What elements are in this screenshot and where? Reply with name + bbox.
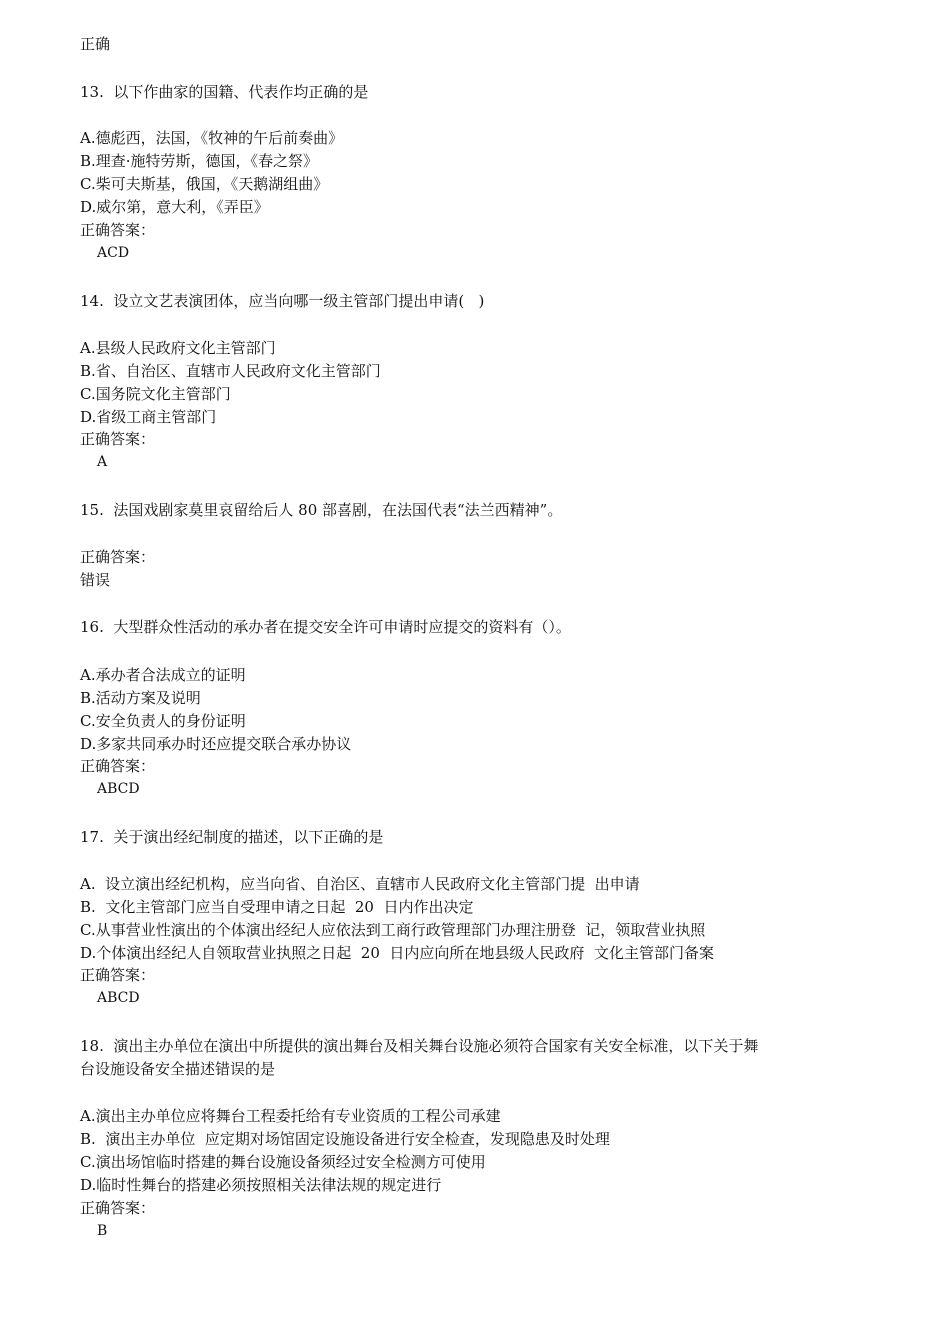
- option: A.承办者合法成立的证明: [80, 666, 246, 684]
- question-stem: 15. 法国戏剧家莫里哀留给后人 80 部喜剧，在法国代表“法兰西精神”。: [80, 501, 563, 519]
- answer-value: ABCD: [97, 781, 140, 797]
- option: C.演出场馆临时搭建的舞台设施设备须经过安全检测方可使用: [80, 1153, 486, 1171]
- option: D.临时性舞台的搭建必须按照相关法律法规的规定进行: [80, 1176, 442, 1194]
- option: D.省级工商主管部门: [80, 408, 217, 426]
- option: B. 文化主管部门应当自受理申请之日起 20 日内作出决定: [80, 898, 474, 916]
- answer-label: 正确答案：: [80, 221, 156, 239]
- option: C.从事营业性演出的个体演出经纪人应依法到工商行政管理部门办理注册登 记，领取营业执照: [80, 921, 706, 939]
- option: B.省、自治区、直辖市人民政府文化主管部门: [80, 362, 381, 380]
- option: B.理查·施特劳斯，德国，《春之祭》: [80, 152, 319, 170]
- answer-value: ABCD: [97, 990, 140, 1006]
- option: A.演出主办单位应将舞台工程委托给有专业资质的工程公司承建: [80, 1107, 501, 1125]
- answer-value: B: [97, 1223, 108, 1239]
- option: D.威尔第，意大利，《弄臣》: [80, 198, 269, 216]
- answer-label: 正确答案：: [80, 1199, 156, 1217]
- answer-value: 错误: [80, 571, 111, 589]
- question-stem-line2: 台设施设备安全描述错误的是: [80, 1060, 276, 1078]
- option: C.柴可夫斯基，俄国，《天鹅湖组曲》: [80, 175, 329, 193]
- option: B.活动方案及说明: [80, 689, 201, 707]
- answer-label: 正确答案：: [80, 966, 156, 984]
- lead-answer: 正确: [80, 35, 111, 53]
- option: A. 设立演出经纪机构，应当向省、自治区、直辖市人民政府文化主管部门提 出申请: [80, 875, 640, 893]
- question-stem-line1: 18. 演出主办单位在演出中所提供的演出舞台及相关舞台设施必须符合国家有关安全标准，以下关于舞: [80, 1037, 759, 1055]
- answer-label: 正确答案：: [80, 757, 156, 775]
- answer-label: 正确答案：: [80, 548, 156, 566]
- answer-label: 正确答案：: [80, 430, 156, 448]
- option: D.个体演出经纪人自领取营业执照之日起 20 日内应向所在地县级人民政府 文化主管部门备案: [80, 944, 714, 962]
- answer-value: ACD: [97, 245, 130, 261]
- question-stem: 16. 大型群众性活动的承办者在提交安全许可申请时应提交的资料有（）。: [80, 618, 571, 636]
- option: C.国务院文化主管部门: [80, 385, 231, 403]
- option: A.德彪西，法国，《牧神的午后前奏曲》: [80, 129, 344, 147]
- question-stem: 13. 以下作曲家的国籍、代表作均正确的是: [80, 83, 369, 101]
- option: B. 演出主办单位 应定期对场馆固定设施设备进行安全检查，发现隐患及时处理: [80, 1130, 610, 1148]
- option: C.安全负责人的身份证明: [80, 712, 246, 730]
- option: D.多家共同承办时还应提交联合承办协议: [80, 735, 352, 753]
- question-stem: 14. 设立文艺表演团体，应当向哪一级主管部门提出申请( ): [80, 292, 485, 310]
- question-stem: 17. 关于演出经纪制度的描述，以下正确的是: [80, 828, 384, 846]
- answer-value: A: [97, 454, 108, 470]
- option: A.县级人民政府文化主管部门: [80, 339, 276, 357]
